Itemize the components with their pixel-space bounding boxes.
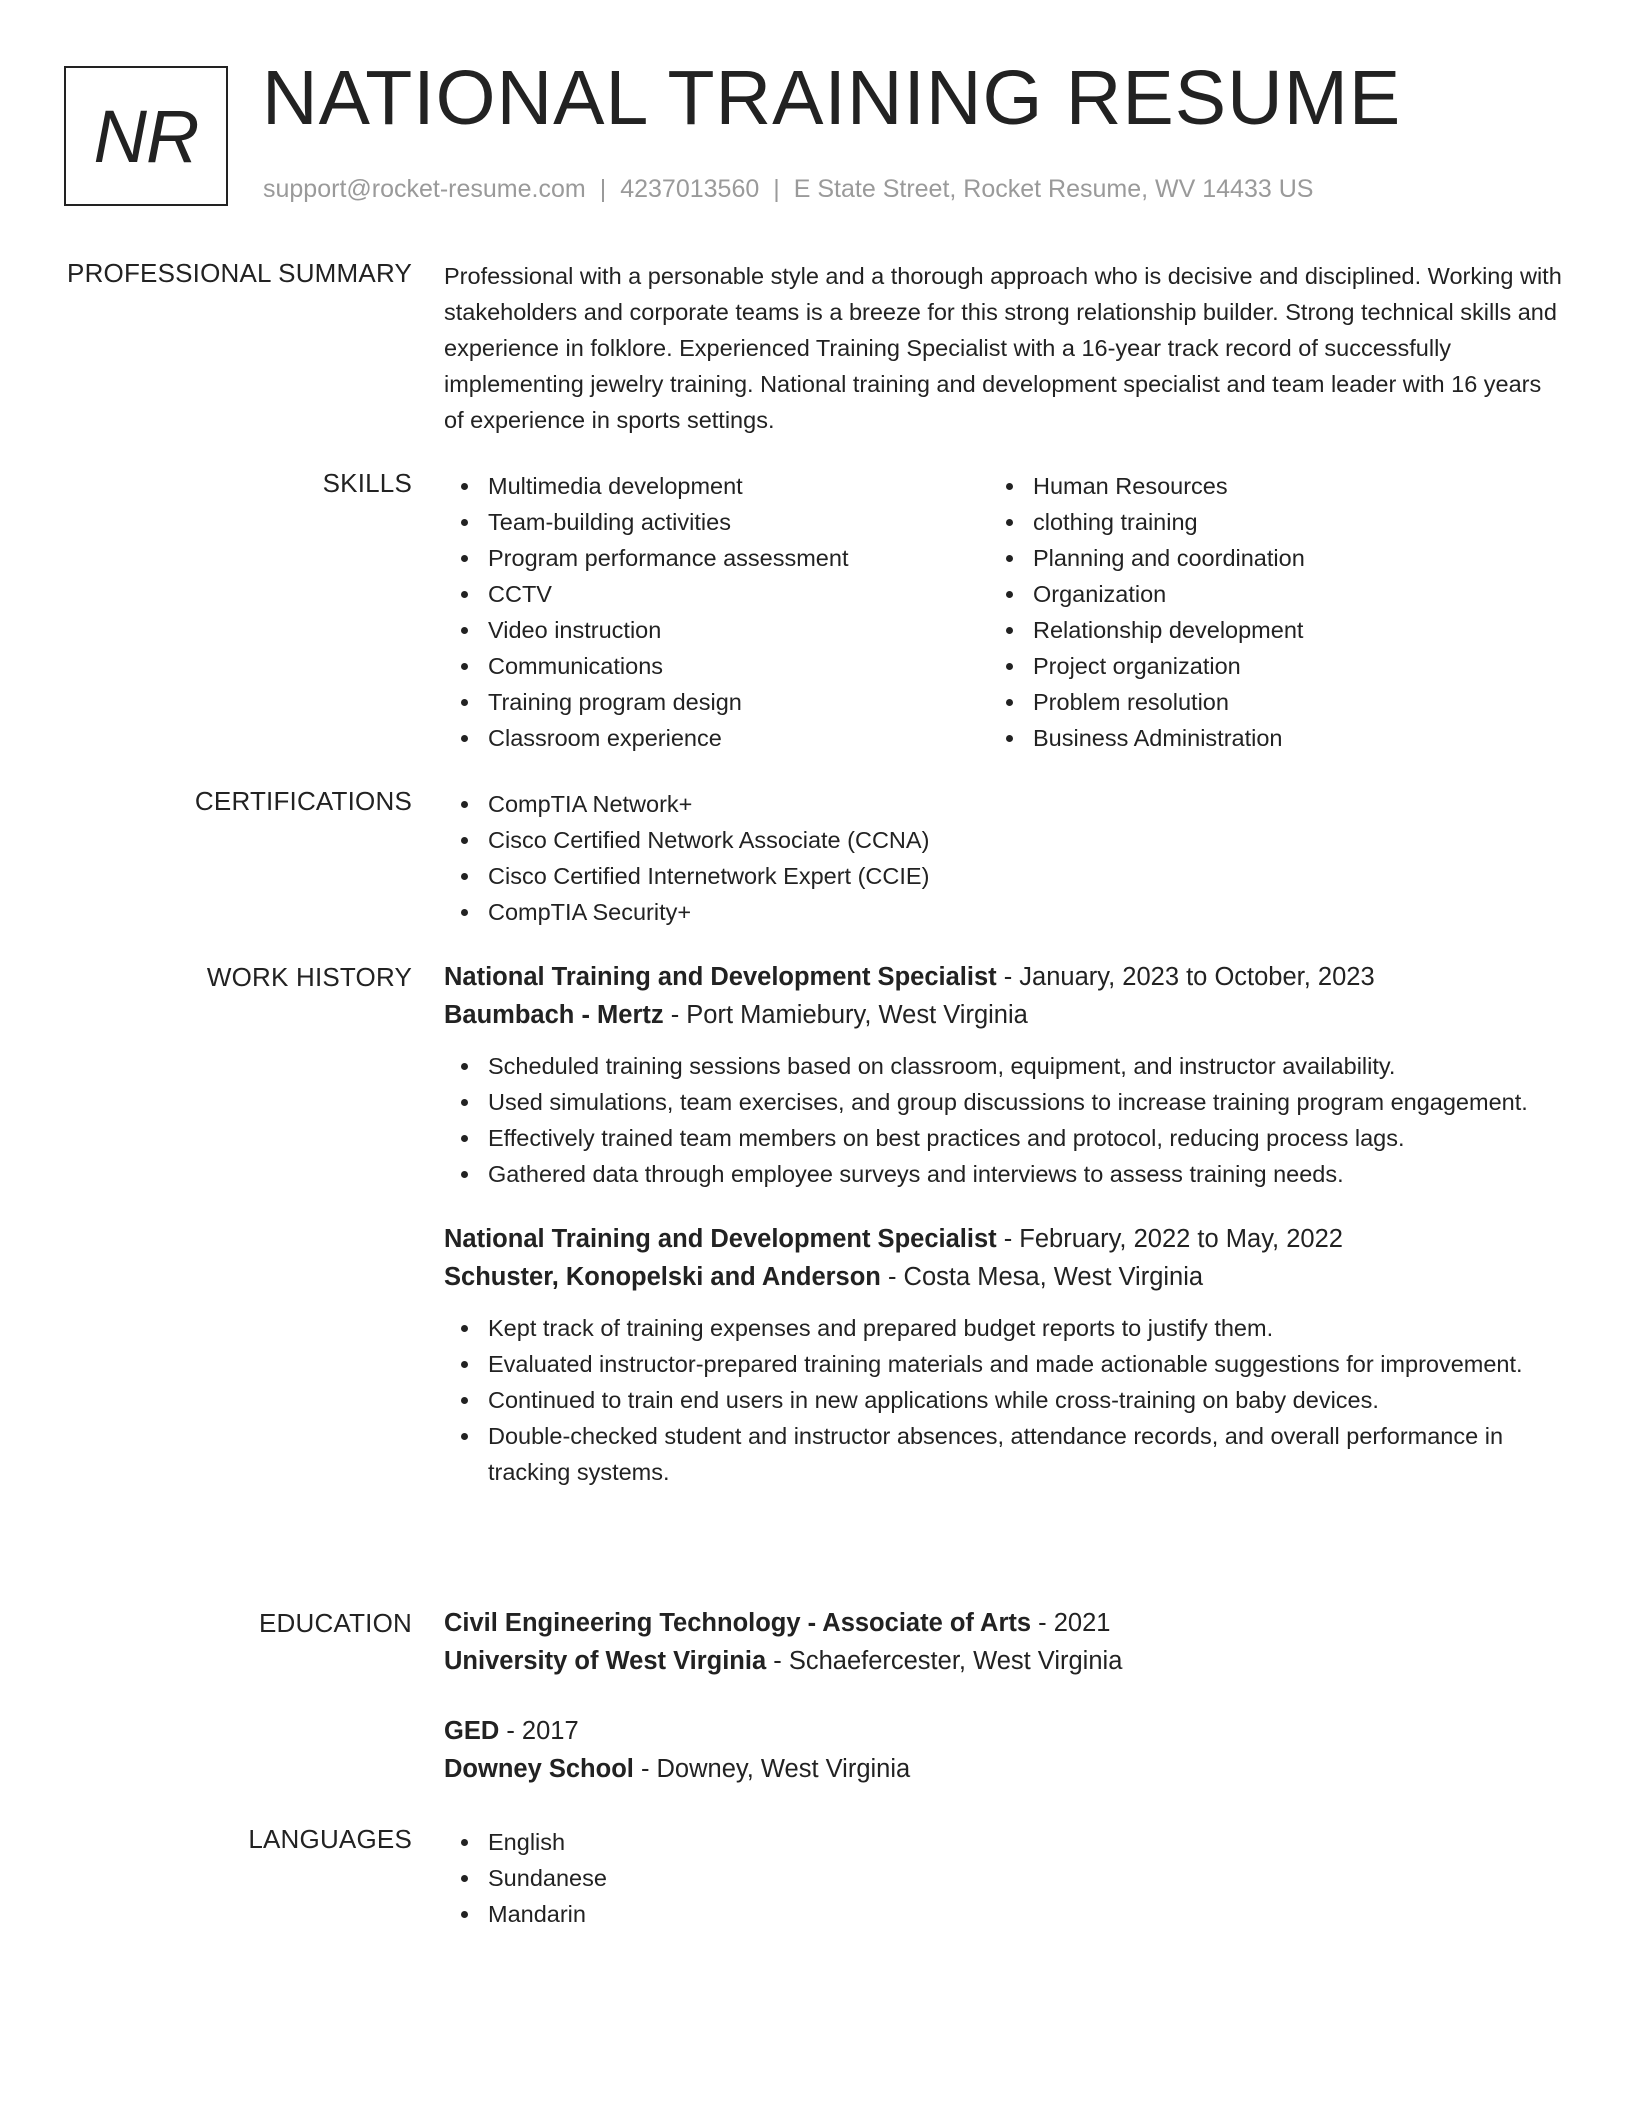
job-title: National Training and Development Specialist <box>444 963 997 991</box>
skills-list-left <box>444 468 989 756</box>
list-item: CompTIA Network+ <box>444 786 1564 822</box>
contact-email: support@rocket-resume.com <box>263 175 586 203</box>
list-item: Gathered data through employee surveys and interviews to assess training needs. <box>444 1156 1564 1192</box>
education-entry <box>444 1712 1564 1788</box>
list-item: Kept track of training expenses and prepared budget reports to justify them. <box>444 1310 1564 1346</box>
list-item: Training program design <box>444 684 989 720</box>
list-item: Used simulations, team exercises, and group discussions to increase training program engagement. <box>444 1084 1564 1120</box>
education-degree: GED <box>444 1717 500 1745</box>
list-item: Program performance assessment <box>444 540 989 576</box>
contact-line <box>263 175 1313 204</box>
education-school-line <box>444 1642 1564 1680</box>
list-item: English <box>444 1824 1564 1860</box>
job-entry <box>444 1220 1564 1490</box>
list-item: Effectively trained team members on best practices and protocol, reducing process lags. <box>444 1120 1564 1156</box>
monogram-box <box>64 66 228 206</box>
list-item: Scheduled training sessions based on classroom, equipment, and instructor availability. <box>444 1048 1564 1084</box>
monogram-initials: NR <box>93 94 199 178</box>
skills-list-right <box>989 468 1534 756</box>
languages-list <box>444 1824 1564 1932</box>
list-item: Cisco Certified Network Associate (CCNA) <box>444 822 1564 858</box>
education-location: - Downey, West Virginia <box>633 1755 911 1783</box>
list-item: Organization <box>989 576 1534 612</box>
job-location: - Costa Mesa, West Virginia <box>880 1263 1204 1291</box>
list-item: clothing training <box>989 504 1534 540</box>
education-location: - Schaefercester, West Virginia <box>766 1647 1123 1675</box>
list-item: Problem resolution <box>989 684 1534 720</box>
list-item: Multimedia development <box>444 468 989 504</box>
resume-title: NATIONAL TRAINING RESUME <box>262 55 1402 141</box>
contact-separator: | <box>599 175 607 203</box>
education-entry <box>444 1604 1564 1680</box>
job-entry <box>444 958 1564 1192</box>
contact-phone: 4237013560 <box>620 175 760 203</box>
education-school-line <box>444 1750 1564 1788</box>
job-location: - Port Mamiebury, West Virginia <box>663 1001 1028 1029</box>
section-label-education: EDUCATION <box>259 1608 412 1638</box>
list-item: Sundanese <box>444 1860 1564 1896</box>
education-school: Downey School <box>444 1755 634 1783</box>
list-item: CCTV <box>444 576 989 612</box>
job-dates: - February, 2022 to May, 2022 <box>996 1225 1343 1253</box>
summary-text: Professional with a personable style and a thorough approach who is decisive and disciplined. Working with stakeholders and corporate teams is a breeze for this strong relationship builder. Strong technical skills and experience in folklore. Experienced Training Specialist with a 16-year track record of successfully implementing jewelry training. National training and development specialist and team leader with 16 years of experience in sports settings. <box>444 263 1562 433</box>
list-item: CompTIA Security+ <box>444 894 1564 930</box>
section-label-summary: PROFESSIONAL SUMMARY <box>67 258 412 288</box>
list-item: Relationship development <box>989 612 1534 648</box>
list-item: Business Administration <box>989 720 1534 756</box>
list-item: Classroom experience <box>444 720 989 756</box>
section-label-certifications: CERTIFICATIONS <box>194 786 412 816</box>
job-company-line <box>444 996 1564 1034</box>
list-item: Evaluated instructor-prepared training materials and made actionable suggestions for improvement. <box>444 1346 1564 1382</box>
list-item: Human Resources <box>989 468 1534 504</box>
contact-separator: | <box>773 175 780 203</box>
section-label-skills: SKILLS <box>322 468 412 498</box>
job-bullets <box>444 1048 1564 1192</box>
education-year: - 2017 <box>499 1717 579 1745</box>
list-item: Video instruction <box>444 612 989 648</box>
job-company-line <box>444 1258 1564 1296</box>
education-degree-line <box>444 1712 1564 1750</box>
education-school: University of West Virginia <box>444 1647 767 1675</box>
section-label-languages: LANGUAGES <box>248 1824 412 1854</box>
job-bullets <box>444 1310 1564 1490</box>
list-item: Planning and coordination <box>989 540 1534 576</box>
list-item: Communications <box>444 648 989 684</box>
list-item: Continued to train end users in new applications while cross-training on baby devices. <box>444 1382 1564 1418</box>
list-item: Project organization <box>989 648 1534 684</box>
job-title-line <box>444 1220 1564 1258</box>
job-company: Baumbach - Mertz <box>444 1001 664 1029</box>
job-title-line <box>444 958 1564 996</box>
education-degree-line <box>444 1604 1564 1642</box>
job-title: National Training and Development Specialist <box>444 1225 997 1253</box>
section-label-work: WORK HISTORY <box>206 962 412 992</box>
list-item: Mandarin <box>444 1896 1564 1932</box>
list-item: Team-building activities <box>444 504 989 540</box>
certifications-list <box>444 786 1564 930</box>
education-degree: Civil Engineering Technology - Associate of Arts <box>444 1609 1032 1637</box>
job-company: Schuster, Konopelski and Anderson <box>444 1263 881 1291</box>
list-item: Cisco Certified Internetwork Expert (CCIE) <box>444 858 1564 894</box>
list-item: Double-checked student and instructor absences, attendance records, and overall performance in tracking systems. <box>444 1418 1564 1490</box>
contact-address: E State Street, Rocket Resume, WV 14433 US <box>793 175 1314 203</box>
education-year: - 2021 <box>1031 1609 1111 1637</box>
job-dates: - January, 2023 to October, 2023 <box>996 963 1375 991</box>
